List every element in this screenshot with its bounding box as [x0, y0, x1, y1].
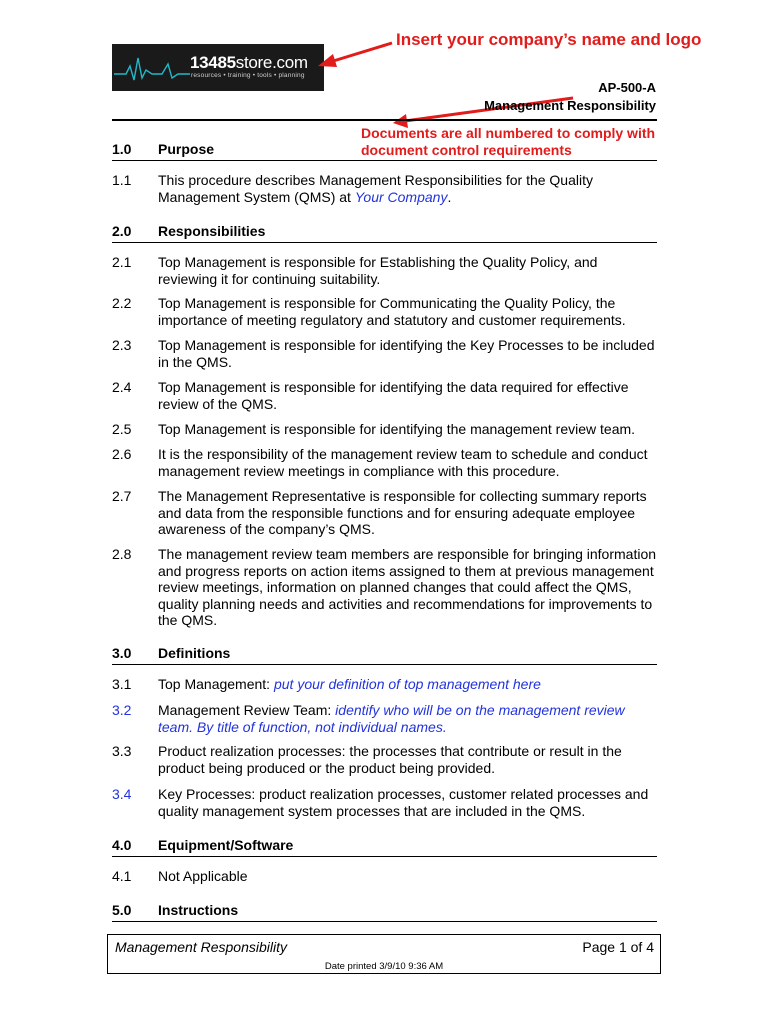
item-text: Top Management is responsible for Communicating the Quality Policy, the importance of meeting regulatory and statutory and customer requirements.	[158, 295, 626, 328]
definition-placeholder: put your definition of top management here	[273, 676, 541, 692]
footer-title: Management Responsibility	[115, 939, 287, 955]
item-number: 2.2	[112, 295, 132, 311]
section-heading-purpose: 1.0 Purpose	[112, 140, 657, 161]
item-number: 3.1	[112, 676, 132, 692]
item-text: It is the responsibility of the management review team to schedule and conduct management review meetings in compliance with this procedure.	[158, 446, 648, 479]
item-number: 2.1	[112, 254, 132, 270]
item-number: 2.4	[112, 379, 132, 395]
company-placeholder: Your Company	[354, 188, 448, 205]
logo-tagline: resources • training • tools • planning	[191, 72, 305, 79]
definition-placeholder: identify who will be on the management review team. By title of function, not individual names.	[158, 702, 625, 735]
item-text: Key Processes: product realization processes, customer related processes and quality management system processes that are included in the QMS.	[158, 786, 649, 819]
document-number-annotation: Documents are all numbered to comply with document control requirements	[361, 125, 656, 158]
item-text: Top Management is responsible for identifying the data required for effective review of the QMS.	[158, 379, 629, 412]
item-number: 2.7	[112, 488, 132, 504]
item-number: 4.1	[112, 868, 132, 884]
item-number: 2.5	[112, 421, 132, 437]
item-text: Top Management is responsible for identifying the management review team.	[158, 421, 636, 437]
page-number: Page 1 of 4	[582, 939, 654, 955]
document-title: Management Responsibility	[484, 98, 656, 113]
item-text: Top Management: put your definition of top management here	[158, 676, 541, 692]
section-heading-instructions: 5.0 Instructions	[112, 901, 657, 922]
item-number: 2.6	[112, 446, 132, 462]
item-text: The Management Representative is responsible for collecting summary reports and data from the responsible functions and for ensuring adequate employee awareness of the company’s QMS.	[158, 488, 647, 538]
item-text: The management review team members are responsible for bringing information and progress reports on action items assigned to them at previous management review meetings, information on planned changes that could affect the QMS, quality planning needs and activities and recommendations for improvements to the QMS.	[158, 546, 657, 629]
item-number: 3.3	[112, 743, 132, 759]
section-heading-equipment: 4.0 Equipment/Software	[112, 836, 657, 857]
item-text: Top Management is responsible for Establishing the Quality Policy, and reviewing it for continuing suitability.	[158, 254, 598, 287]
item-number: 2.3	[112, 337, 132, 353]
section-heading-definitions: 3.0 Definitions	[112, 644, 657, 665]
document-id: AP-500-A	[598, 80, 656, 95]
item-text-purpose: This procedure describes Management Responsibilities for the Quality Management System (QMS) at Your Company.	[158, 172, 593, 205]
logo-annotation: Insert your company’s name and logo	[396, 30, 702, 49]
item-number: 2.8	[112, 546, 132, 562]
section-heading-responsibilities: 2.0 Responsibilities	[112, 222, 657, 243]
page-footer	[107, 934, 661, 974]
item-number: 1.1	[112, 172, 132, 188]
print-date: Date printed 3/9/10 9:36 AM	[324, 961, 444, 972]
item-number: 3.4	[112, 786, 132, 802]
logo-name: 13485store.com	[190, 53, 308, 72]
item-text: Not Applicable	[158, 868, 248, 884]
item-text: Top Management is responsible for identifying the Key Processes to be included in the QMS.	[158, 337, 655, 370]
header-rule	[112, 119, 657, 121]
item-text: Management Review Team: identify who will be on the management review team. By title of function, not individual names.	[158, 702, 625, 735]
item-number: 3.2	[112, 702, 132, 718]
item-text: Product realization processes: the processes that contribute or result in the product being produced or the product being provided.	[158, 743, 622, 776]
